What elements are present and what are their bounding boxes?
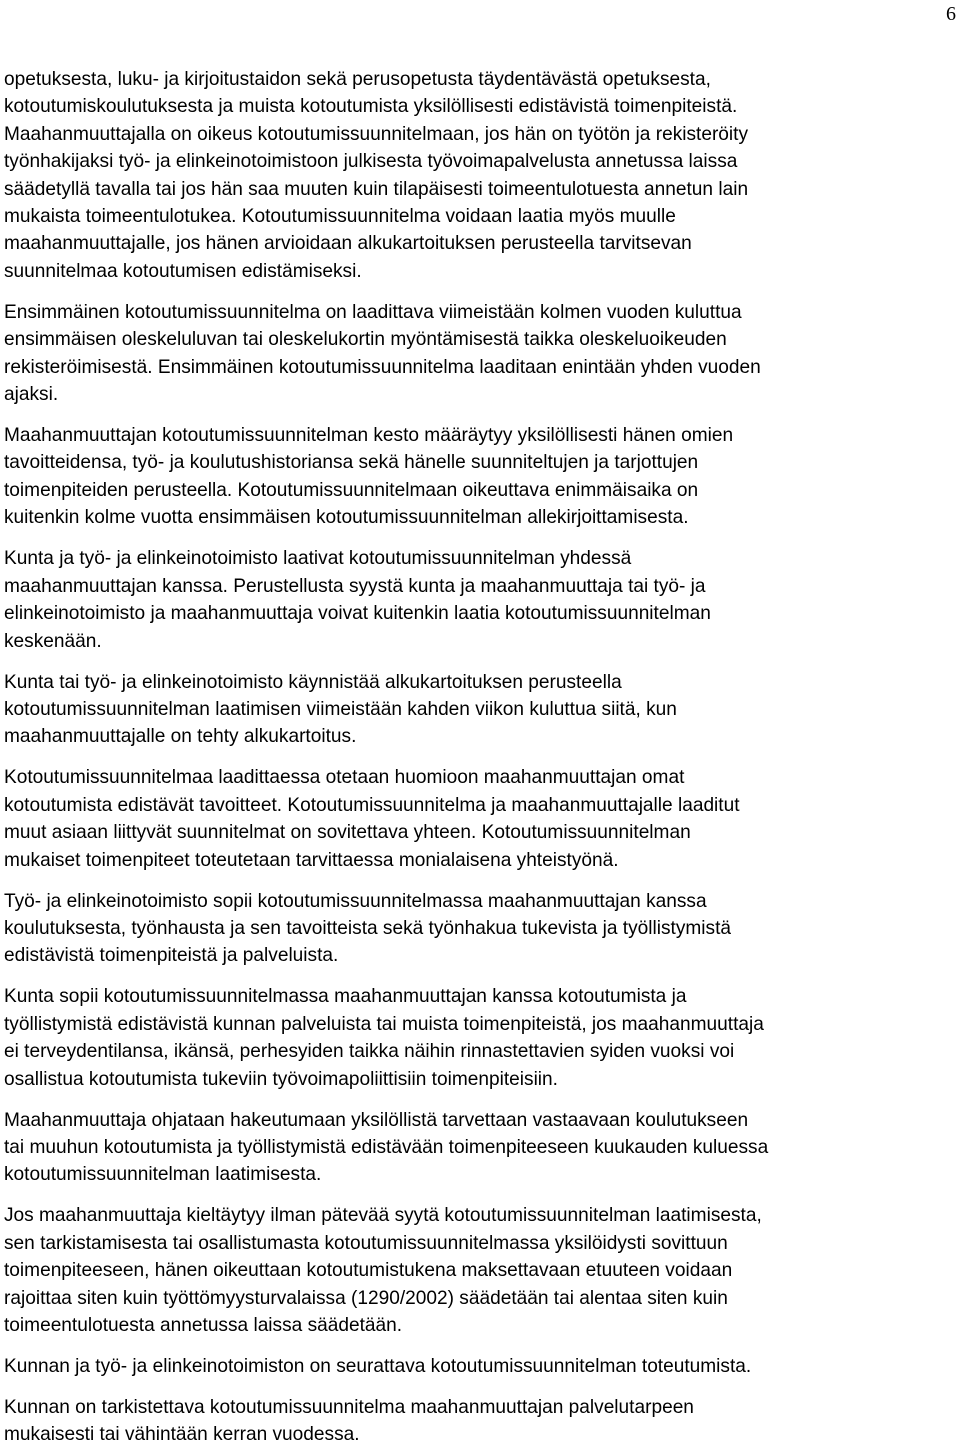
paragraph: Työ- ja elinkeinotoimisto sopii kotoutumissuunnitelmassa maahanmuuttajan kanssa koulutuksesta, työnhausta ja sen tavoitteista sekä työnhakua tukevista ja työllistymistä edistävistä toimenpiteistä ja palveluista. — [4, 890, 732, 967]
paragraph: Kunnan on tarkistettava kotoutumissuunnitelma maahanmuuttajan palvelutarpeen mukaisesti tai vähintään kerran vuodessa. — [4, 1397, 694, 1446]
paragraph: Kotoutumissuunnitelmaa laadittaessa otetaan huomioon maahanmuuttajan omat kotoutumista edistävät tavoitteet. Kotoutumissuunnitelma ja maahanmuuttajalle laaditut muut asiaan liittyvät suunnitelmat on sovitettava yhteen. Kotoutumissuunnitelman mukaiset toimenpiteet toteutetaan tarvittaessa monialaisena yhteistyönä. — [4, 767, 740, 871]
paragraph: opetuksesta, luku- ja kirjoitustaidon sekä perusopetusta täydentävästä opetuksesta, kotoutumiskoulutuksesta ja muista kotoutumista yksilöllisesti edistävistä toimenpiteistä. Maahanmuuttajalla on oikeus kotoutumissuunnitelmaan, jos hän on työtön ja rekisteröity työnhakijaksi työ- ja elinkeinotoimistoon julkisesta työvoimapalvelusta annetussa laissa säädetyllä tavalla tai jos hän saa muuten kuin tilapäisesti toimeentulotuesta annetun lain mukaista toimeentulotukea. Kotoutumissuunnitelma voidaan laatia myös muulle maahanmuuttajalle, jos hänen arvioidaan alkukartoituksen perusteella tarvitsevan suunnitelmaa kotoutumisen edistämiseksi. — [4, 69, 749, 282]
paragraph: Ensimmäinen kotoutumissuunnitelma on laadittava viimeistään kolmen vuoden kuluttua ensimmäisen oleskeluluvan tai oleskelukortin myöntämisestä taikka oleskeluoikeuden rekisteröimisestä. Ensimmäinen kotoutumissuunnitelma laaditaan enintään yhden vuoden ajaksi. — [4, 301, 761, 406]
paragraph: Kunta sopii kotoutumissuunnitelmassa maahanmuuttajan kanssa kotoutumista ja työllistymistä edistävistä kunnan palveluista tai muista toimenpiteistä, jos maahanmuuttaja ei terveydentilansa, ikänsä, perhesyiden taikka näihin rinnastettavien syiden vuoksi voi osallistua kotoutumista tukeviin työvoimapoliittisiin toimenpiteisiin. — [4, 986, 764, 1090]
paragraph: Maahanmuuttaja ohjataan hakeutumaan yksilöllistä tarvettaan vastaavaan koulutukseen tai muuhun kotoutumista ja työllistymistä edistävään toimenpiteeseen kuukauden kuluessa kotoutumissuunnitelman laatimisesta. — [4, 1109, 769, 1186]
paragraph: Kunta ja työ- ja elinkeinotoimisto laativat kotoutumissuunnitelman yhdessä maahanmuuttajan kanssa. Perustellusta syystä kunta ja maahanmuuttaja tai työ- ja elinkeinotoimisto ja maahanmuuttaja voivat kuitenkin laatia kotoutumissuunnitelman keskenään. — [4, 548, 711, 652]
paragraph: Maahanmuuttajan kotoutumissuunnitelman kesto määräytyy yksilöllisesti hänen omien tavoitteidensa, työ- ja koulutushistoriansa sekä hänelle suunniteltujen ja tarjottujen toimenpiteiden perusteella. Kotoutumissuunnitelmaan oikeuttava enimmäisaika on kuitenkin kolme vuotta ensimmäisen kotoutumissuunnitelman allekirjoittamisesta. — [4, 425, 734, 529]
document-body — [4, 66, 954, 1449]
page-number: 6 — [946, 3, 956, 25]
paragraph: Jos maahanmuuttaja kieltäytyy ilman pätevää syytä kotoutumissuunnitelman laatimisesta, sen tarkistamisesta tai osallistumasta kotoutumissuunnitelmassa yksilöidysti sovittuun toimenpiteeseen, hänen oikeuttaan kotoutumistukena maksettavaan etuuteen voidaan rajoittaa siten kuin työttömyysturvalaissa (1290/2002) säädetään tai alentaa siten kuin toimeentulotuesta annetussa laissa säädetään. — [4, 1205, 762, 1336]
paragraph: Kunta tai työ- ja elinkeinotoimisto käynnistää alkukartoituksen perusteella kotoutumissuunnitelman laatimisen viimeistään kahden viikon kuluttua siitä, kun maahanmuuttajalle on tehty alkukartoitus. — [4, 671, 677, 748]
paragraph: Kunnan ja työ- ja elinkeinotoimiston on seurattava kotoutumissuunnitelman toteutumista. — [4, 1356, 752, 1377]
